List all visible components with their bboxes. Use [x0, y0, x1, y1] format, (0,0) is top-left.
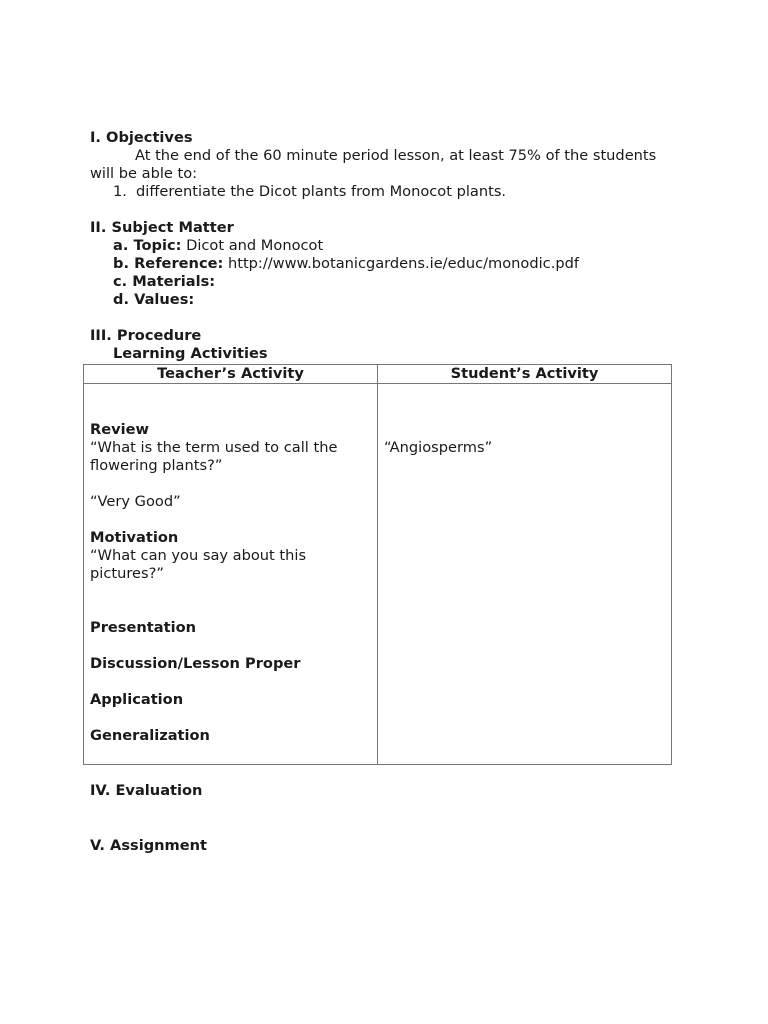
reference-label: b. Reference: [113, 255, 224, 272]
assignment-heading: V. Assignment [90, 837, 208, 854]
learning-activities-heading: Learning Activities [113, 345, 268, 362]
evaluation-heading: IV. Evaluation [90, 782, 203, 799]
objectives-intro-cont: will be able to: [90, 165, 198, 182]
discussion-heading: Discussion/Lesson Proper [90, 655, 301, 672]
student-activity-cell [378, 384, 672, 765]
objective-item [113, 183, 506, 201]
values-label: d. Values: [113, 291, 195, 308]
teacher-activity-header: Teacher’s Activity [84, 365, 378, 384]
review-heading: Review [90, 421, 150, 438]
objective-item-number: 1. [113, 183, 127, 200]
generalization-heading: Generalization [90, 727, 210, 744]
student-activity-header: Student’s Activity [378, 365, 672, 384]
motivation-heading: Motivation [90, 529, 179, 546]
review-feedback: “Very Good” [90, 493, 181, 510]
subject-matter-heading: II. Subject Matter [90, 219, 234, 236]
topic-value: Dicot and Monocot [186, 237, 324, 254]
learning-activities-table [83, 364, 672, 765]
objective-item-text: differentiate the Dicot plants from Monocot plants. [136, 183, 507, 200]
presentation-heading: Presentation [90, 619, 196, 636]
review-question: “What is the term used to call the [90, 439, 338, 456]
motivation-question-cont: pictures?” [90, 565, 164, 582]
objectives-intro: At the end of the 60 minute period lesson, at least 75% of the students [135, 147, 657, 164]
reference-value: http://www.botanicgardens.ie/educ/monodic.pdf [227, 255, 580, 272]
procedure-heading: III. Procedure [90, 327, 202, 344]
topic-label: a. Topic: [113, 237, 182, 254]
motivation-question: “What can you say about this [90, 547, 307, 564]
topic-row [113, 237, 323, 255]
teacher-activity-cell [84, 384, 378, 765]
review-answer: “Angiosperms” [384, 439, 493, 456]
application-heading: Application [90, 691, 184, 708]
materials-label: c. Materials: [113, 273, 216, 290]
objectives-heading: I. Objectives [90, 129, 193, 146]
reference-row [113, 255, 579, 273]
review-question-cont: flowering plants?” [90, 457, 223, 474]
